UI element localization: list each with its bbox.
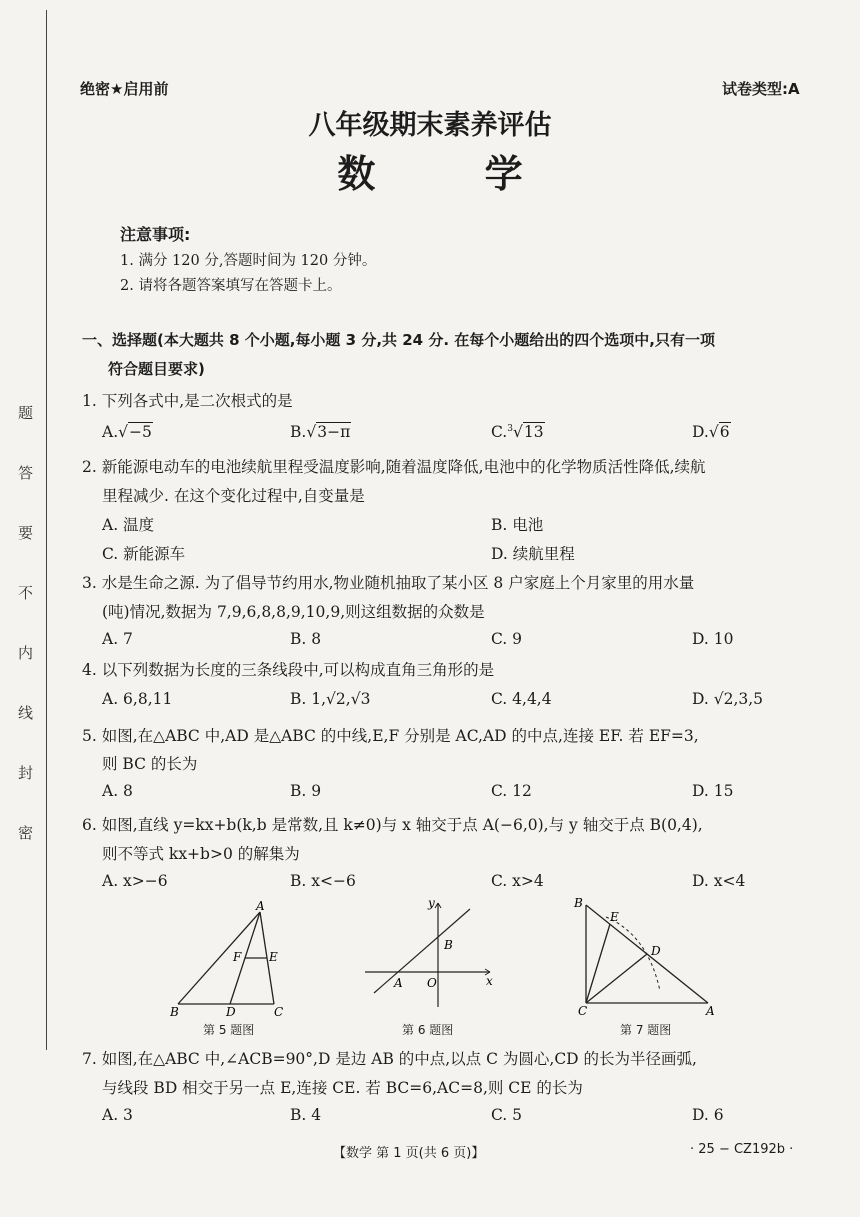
question-5-stem: 5. 如图,在△ABC 中,AD 是△ABC 的中线,E,F 分别是 AC,AD 的中点,连接 EF. 若 EF=3, bbox=[82, 727, 699, 745]
fig7-label-a: A bbox=[706, 1004, 715, 1018]
question-7-stem-cont: 与线段 BD 相交于另一点 E,连接 CE. 若 BC=6,AC=8,则 CE 的长为 bbox=[102, 1079, 583, 1097]
fig6-label-b: B bbox=[444, 938, 453, 952]
option-b[interactable]: B. 8 bbox=[290, 630, 322, 648]
option-d[interactable]: D. x<4 bbox=[692, 872, 746, 890]
question-2-stem-cont: 里程减少. 在这个变化过程中,自变量是 bbox=[102, 487, 365, 505]
option-a[interactable]: A. 温度 bbox=[102, 516, 155, 534]
binding-char: 内 bbox=[18, 644, 34, 662]
figure-6-caption: 第 6 题图 bbox=[402, 1023, 454, 1037]
question-3-stem-cont: (吨)情况,数据为 7,9,6,8,8,9,10,9,则这组数据的众数是 bbox=[102, 603, 485, 621]
binding-char: 题 bbox=[18, 404, 34, 422]
subject-title: 数 学 bbox=[337, 152, 571, 196]
fig6-label-a: A bbox=[394, 976, 403, 990]
option-a[interactable]: A. 3 bbox=[102, 1106, 133, 1124]
option-c[interactable]: C. 12 bbox=[491, 782, 532, 800]
option-d[interactable]: D. √2,3,5 bbox=[692, 690, 764, 708]
question-6-stem: 6. 如图,直线 y=kx+b(k,b 是常数,且 k≠0)与 x 轴交于点 A(−6,0),与 y 轴交于点 B(0,4), bbox=[82, 816, 703, 834]
radicand: −5 bbox=[129, 423, 152, 441]
option-b[interactable]: B.√3−π bbox=[290, 423, 351, 441]
notice-item: 2. 请将各题答案填写在答题卡上。 bbox=[120, 278, 342, 294]
fig7-label-b: B bbox=[574, 896, 583, 910]
fig6-label-y: y bbox=[428, 896, 435, 910]
notice-item: 1. 满分 120 分,答题时间为 120 分钟。 bbox=[120, 253, 377, 269]
binding-char: 不 bbox=[18, 584, 34, 602]
fig5-label-c: C bbox=[274, 1005, 284, 1018]
radicand: 3−π bbox=[317, 423, 351, 441]
fig5-label-e: E bbox=[269, 950, 278, 964]
figure-7-caption: 第 7 题图 bbox=[620, 1023, 672, 1037]
option-label: D. bbox=[692, 423, 709, 441]
fig5-label-b: B bbox=[170, 1005, 179, 1018]
option-c[interactable]: C. 5 bbox=[491, 1106, 523, 1124]
option-c[interactable]: C.$^3$√13 bbox=[491, 423, 544, 441]
option-a[interactable]: A. 7 bbox=[102, 630, 133, 648]
option-c[interactable]: C. 9 bbox=[491, 630, 523, 648]
option-d[interactable]: D. 15 bbox=[692, 782, 734, 800]
question-3-stem: 3. 水是生命之源. 为了倡导节约用水,物业随机抽取了某小区 8 户家庭上个月家里的用水量 bbox=[82, 574, 695, 592]
binding-char: 线 bbox=[18, 704, 34, 722]
option-label: B. bbox=[290, 423, 307, 441]
option-d[interactable]: D. 续航里程 bbox=[491, 545, 575, 563]
section-heading-cont: 符合题目要求) bbox=[108, 360, 205, 378]
paper-type: 试卷类型:A bbox=[722, 80, 800, 98]
option-a[interactable]: A. 6,8,11 bbox=[102, 690, 173, 708]
question-1-stem: 1. 下列各式中,是二次根式的是 bbox=[82, 392, 293, 410]
binding-char: 答 bbox=[18, 464, 34, 482]
fig5-label-d: D bbox=[226, 1005, 236, 1018]
option-label: A. bbox=[102, 423, 119, 441]
option-b[interactable]: B. 9 bbox=[290, 782, 322, 800]
question-7-stem: 7. 如图,在△ABC 中,∠ACB=90°,D 是边 AB 的中点,以点 C 为圆心,CD 的长为半径画弧, bbox=[82, 1050, 697, 1068]
fig5-label-a: A bbox=[256, 900, 265, 913]
page-number: 【数学 第 1 页(共 6 页)】 bbox=[333, 1146, 485, 1161]
figure-6 bbox=[360, 895, 500, 1015]
notice-heading: 注意事项: bbox=[120, 225, 191, 244]
question-4-stem: 4. 以下列数据为长度的三条线段中,可以构成直角三角形的是 bbox=[82, 661, 495, 679]
option-b[interactable]: B. 1,√2,√3 bbox=[290, 690, 371, 708]
fig7-label-e: E bbox=[610, 910, 619, 924]
binding-char: 封 bbox=[18, 764, 34, 782]
option-b[interactable]: B. 4 bbox=[290, 1106, 322, 1124]
option-c[interactable]: C. 新能源车 bbox=[102, 545, 186, 563]
root-index: 3 bbox=[507, 423, 513, 434]
option-c[interactable]: C. x>4 bbox=[491, 872, 544, 890]
option-d[interactable]: D. 10 bbox=[692, 630, 734, 648]
binding-char: 密 bbox=[18, 824, 34, 842]
figure-7 bbox=[568, 895, 728, 1019]
option-b[interactable]: B. x<−6 bbox=[290, 872, 356, 890]
exam-title: 八年级期末素养评估 bbox=[308, 110, 552, 141]
option-a[interactable]: A. x>−6 bbox=[102, 872, 168, 890]
question-2-stem: 2. 新能源电动车的电池续航里程受温度影响,随着温度降低,电池中的化学物质活性降低,续航 bbox=[82, 458, 706, 476]
figure-5 bbox=[170, 900, 290, 1018]
option-label: C. bbox=[491, 423, 508, 441]
radicand: 6 bbox=[719, 423, 730, 441]
question-6-stem-cont: 则不等式 kx+b>0 的解集为 bbox=[102, 845, 300, 863]
secret-label: 绝密★启用前 bbox=[80, 80, 169, 98]
fig7-label-d: D bbox=[651, 944, 661, 958]
section-heading: 一、选择题(本大题共 8 个小题,每小题 3 分,共 24 分. 在每个小题给出的四个选项中,只有一项 bbox=[82, 331, 715, 349]
question-5-stem-cont: 则 BC 的长为 bbox=[102, 755, 198, 773]
option-d[interactable]: D.√6 bbox=[692, 423, 730, 441]
option-b[interactable]: B. 电池 bbox=[491, 516, 544, 534]
option-a[interactable]: A. 8 bbox=[102, 782, 133, 800]
option-a[interactable]: A.√−5 bbox=[102, 423, 152, 441]
radicand: 13 bbox=[523, 423, 544, 441]
option-c[interactable]: C. 4,4,4 bbox=[491, 690, 552, 708]
fig7-label-c: C bbox=[578, 1004, 588, 1018]
fig6-label-o: O bbox=[427, 976, 437, 990]
paper-code: · 25 − CZ192b · bbox=[690, 1142, 794, 1157]
binding-char: 要 bbox=[18, 524, 34, 542]
option-d[interactable]: D. 6 bbox=[692, 1106, 724, 1124]
fig5-label-f: F bbox=[233, 950, 242, 964]
figure-5-caption: 第 5 题图 bbox=[203, 1023, 255, 1037]
fig6-label-x: x bbox=[486, 974, 493, 988]
